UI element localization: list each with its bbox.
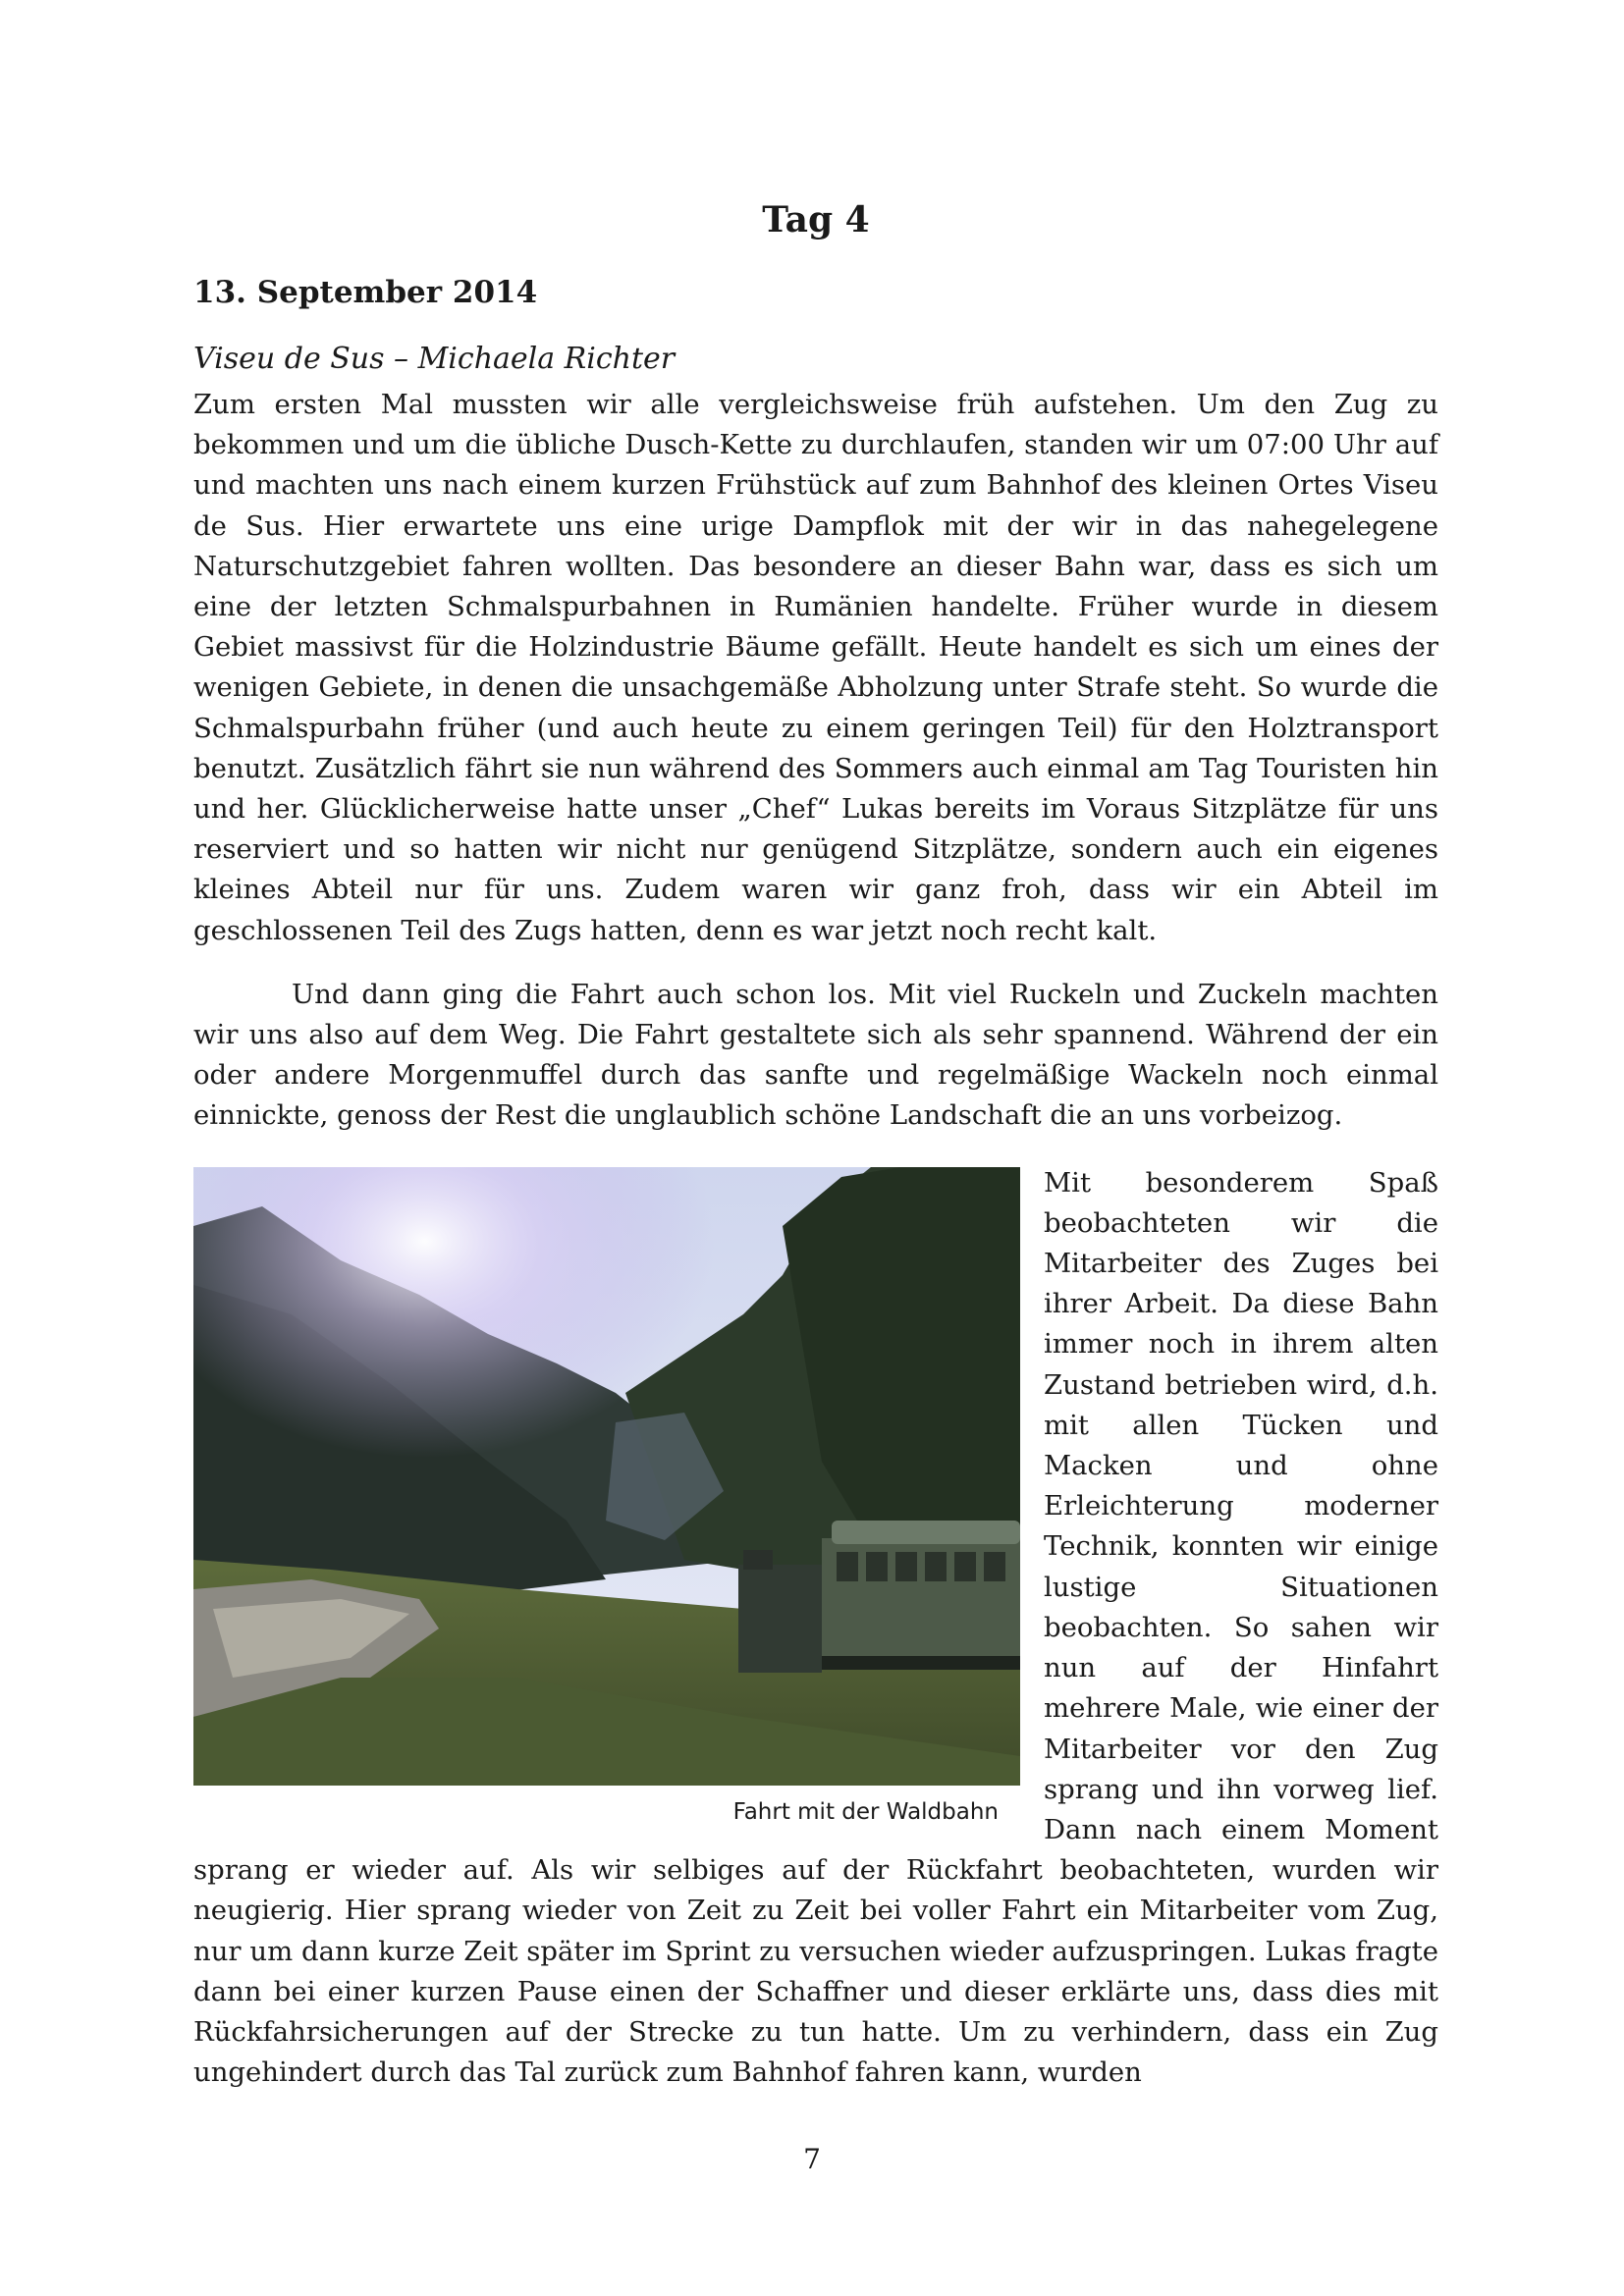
page-content — [193, 196, 1438, 2093]
page-heading: Tag 4 — [762, 199, 870, 240]
date-heading: 13. September 2014 — [193, 275, 538, 310]
paragraph-1: Zum ersten Mal mussten wir alle vergleichsweise früh aufstehen. Um den Zug zu bekommen und um die übliche Dusch-Kette zu durchlaufen, standen wir um 07:00 Uhr auf und machten uns nach einem kurzen Frühstück auf zum Bahnhof des kleinen Ortes Viseu de Sus. Hier erwartete uns eine urige Dampflok mit der wir in das nahegelegene Naturschutzgebiet fahren wollten. Das besondere an dieser Bahn war, dass es sich um eine der letzten Schmalspurbahnen in Rumänien handelte. Früher wurde in diesem Gebiet massivst für die Holzindustrie Bäume gefällt. Heute handelt es sich um eines der wenigen Gebiete, in denen die unsachgemäße Abholzung unter Strafe steht. So wurde die Schmalspurbahn früher (und auch heute zu einem geringen Teil) für den Holztransport benutzt. Zusätzlich fährt sie nun während des Sommers auch einmal am Tag Touristen hin und her. Glücklicherweise hatte unser „Chef“ Lukas bereits im Voraus Sitzplätze für uns reserviert und so hatten wir nicht nur genügend Sitzplätze, sondern auch ein eigenes kleines Abteil nur für uns. Zudem waren wir ganz froh, dass wir ein Abteil im geschlossenen Teil des Zugs hatten, denn es war jetzt noch recht kalt. — [193, 389, 1438, 946]
paragraph-3: Mit besonderem Spaß beobachteten wir die Mitarbeiter des Zuges bei ihrer Arbeit. Da diese Bahn immer noch in ihrem alten Zustand betrieben wird, d.h. mit allen Tücken und Macken und ohne Erleichterung moderner Technik, konnten wir einige lustige Situationen beobachten. So sahen wir nun auf der Hinfahrt mehrere Male, wie einer der Mitarbeiter vor den Zug sprang und ihn vorweg lief. Dann nach einem Moment sprang er wieder auf. Als wir selbiges auf der Rückfahrt beobachteten, wurden wir neugierig. Hier sprang wieder von Zeit zu Zeit bei voller Fahrt ein Mitarbeiter vom Zug, nur um dann kurze Zeit später im Sprint zu versuchen wieder aufzuspringen. Lukas fragte dann bei einer kurzen Pause einen der Schaffner und dieser erklärte uns, dass dies mit Rückfahrsicherungen auf der Strecke zu tun hatte. Um zu verhindern, dass ein Zug ungehindert durch das Tal zurück zum Bahnhof fahren kann, wurden — [193, 1166, 1438, 2089]
section-byline: Viseu de Sus – Michaela Richter — [193, 342, 676, 376]
paragraph-2: Und dann ging die Fahrt auch schon los. Mit viel Ruckeln und Zuckeln machten wir uns also auf dem Weg. Die Fahrt gestaltete sich als sehr spannend. Während der ein oder andere Morgenmuffel durch das sanfte und regelmäßige Wackeln noch einmal einnickte, genoss der Rest die unglaublich schöne Landschaft die an uns vorbeizog. — [193, 978, 1438, 1132]
page-number: 7 — [803, 2143, 821, 2175]
figure-train-photo — [193, 1167, 1020, 1829]
figure-caption: Fahrt mit der Waldbahn — [732, 1798, 999, 1825]
train-photo — [193, 1167, 1020, 1786]
